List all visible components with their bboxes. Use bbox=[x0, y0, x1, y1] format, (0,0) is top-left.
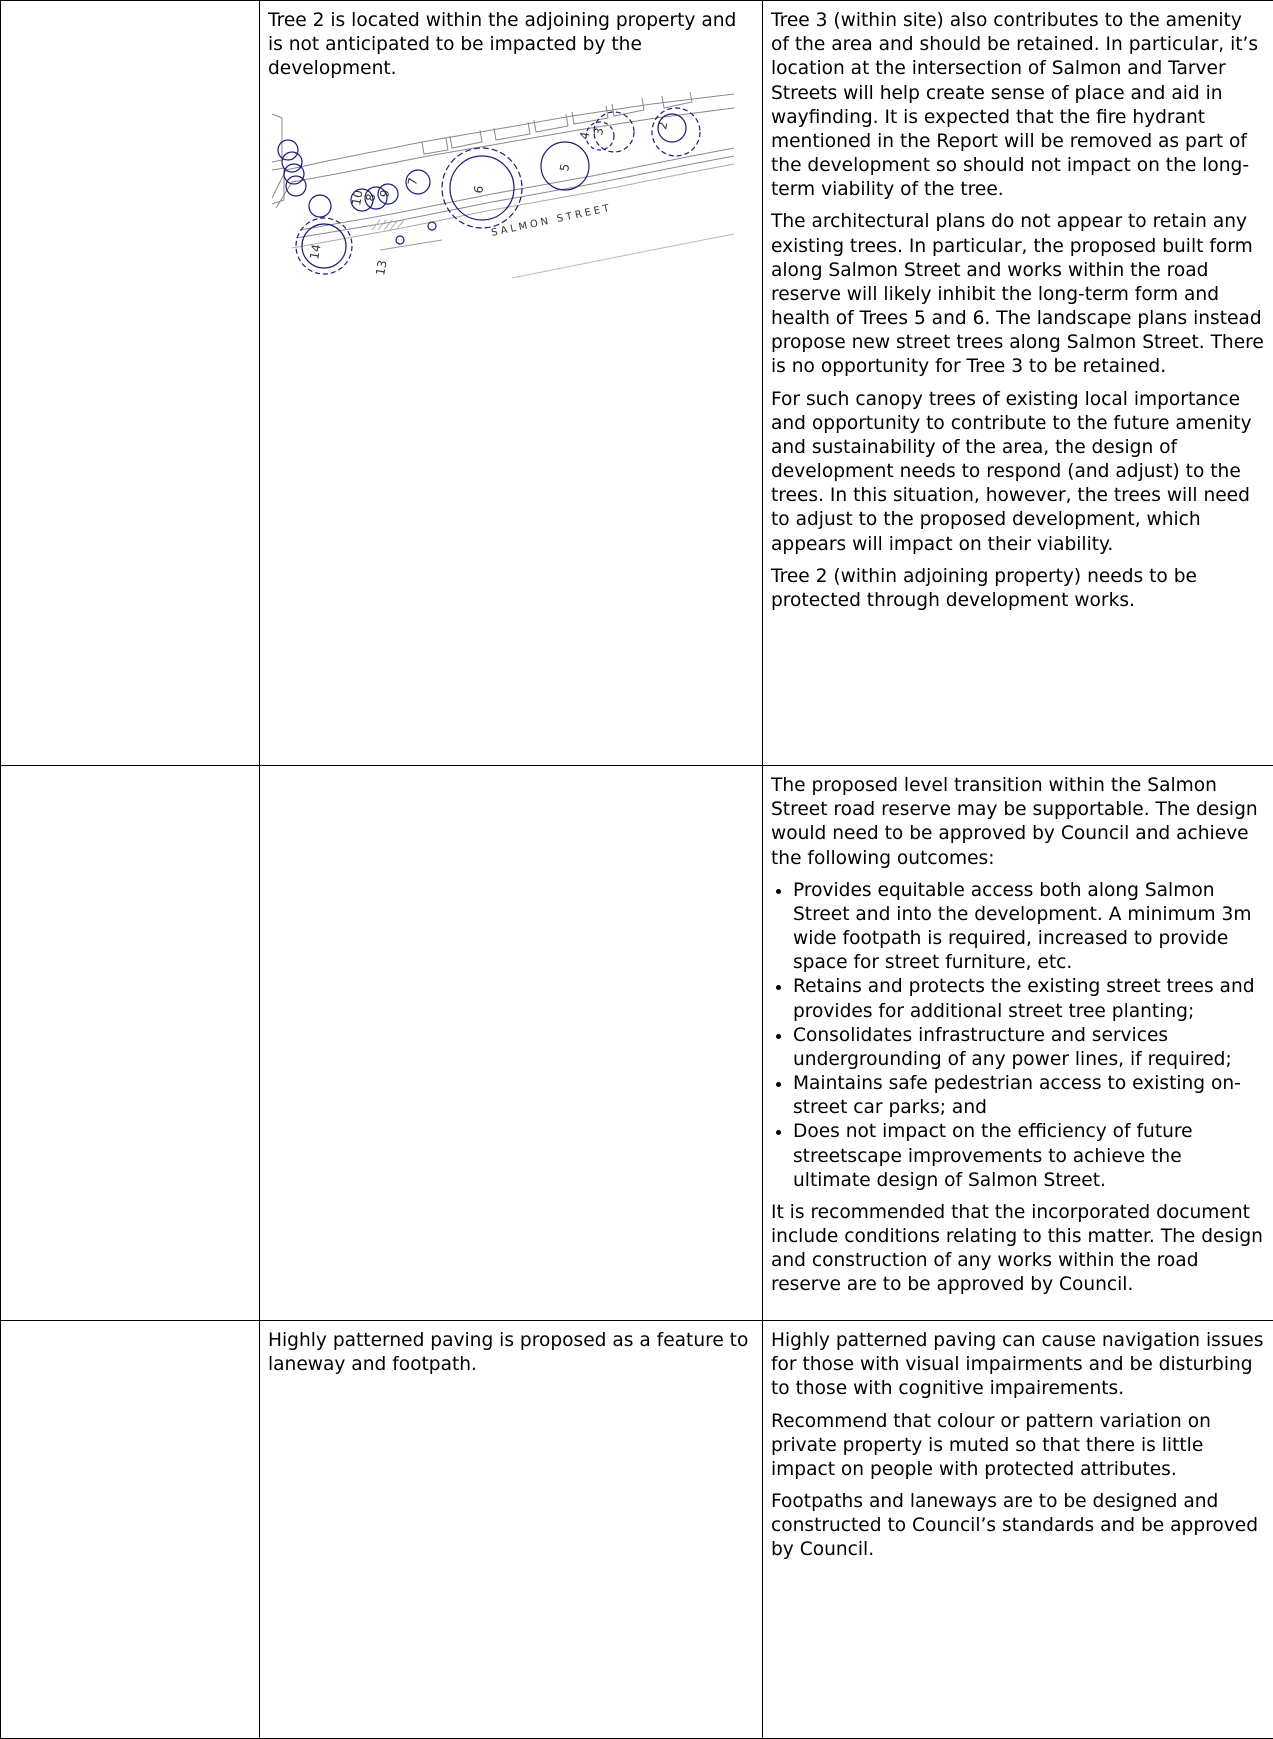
response-paragraph: The architectural plans do not appear to retain any existing trees. In particular, the proposed built form along Salmon Street and works within the road reserve will likely inhibit the long-term form and health of Trees 5 and 6. The landscape plans instead propose new street trees along Salmon Street. There is no opportunity for Tree 3 to be retained. bbox=[771, 210, 1265, 379]
row-heading-cell bbox=[1, 1321, 260, 1739]
outcome-list bbox=[771, 879, 1265, 1193]
proposal-cell bbox=[260, 1321, 763, 1739]
tree-label: 5 bbox=[557, 162, 572, 172]
response-cell bbox=[763, 766, 1273, 1321]
tree-label: 4 bbox=[577, 130, 592, 140]
tree-label: 8 bbox=[363, 192, 378, 202]
proposal-text: Tree 2 is located within the adjoining property and is not anticipated to be impacted by the development. bbox=[268, 9, 754, 82]
proposal-text: Highly patterned paving is proposed as a feature to laneway and footpath. bbox=[268, 1329, 754, 1377]
list-item: • Retains and protects the existing street trees and provides for additional street tree planting; bbox=[793, 975, 1265, 1023]
tree-label: 9 bbox=[377, 188, 392, 198]
row-heading-cell bbox=[1, 766, 260, 1321]
tree-label: 2 bbox=[655, 120, 670, 130]
table-row bbox=[1, 1321, 1273, 1739]
response-paragraph: Highly patterned paving can cause navigation issues for those with visual impairments and be disturbing to those with cognitive impairements. bbox=[771, 1329, 1265, 1402]
table-row bbox=[1, 766, 1273, 1321]
response-paragraph: For such canopy trees of existing local importance and opportunity to contribute to the future amenity and sustainability of the area, the design of development needs to respond (and adjust) to the trees. In this situation, however, the trees will need to adjust to the proposed development, which appears will impact on their viability. bbox=[771, 388, 1265, 557]
response-intro: The proposed level transition within the Salmon Street road reserve may be supportable. The design would need to be approved by Council and achieve the following outcomes: bbox=[771, 774, 1265, 871]
response-paragraph: Footpaths and laneways are to be designed and constructed to Council’s standards and be approved by Council. bbox=[771, 1490, 1265, 1563]
tree-site-plan bbox=[272, 90, 734, 290]
tree-label: 13 bbox=[373, 259, 389, 276]
proposal-cell bbox=[260, 1, 763, 766]
proposal-cell bbox=[260, 766, 763, 1321]
tree-label: 6 bbox=[471, 184, 486, 194]
list-item: • Maintains safe pedestrian access to existing on-street car parks; and bbox=[793, 1072, 1265, 1120]
list-item: • Does not impact on the efficiency of future streetscape improvements to achieve the ultimate design of Salmon Street. bbox=[793, 1120, 1265, 1193]
list-item: • Provides equitable access both along Salmon Street and into the development. A minimum 3m wide footpath is required, increased to provide space for street furniture, etc. bbox=[793, 879, 1265, 976]
response-paragraph: Tree 2 (within adjoining property) needs to be protected through development works. bbox=[771, 565, 1265, 613]
list-item: • Consolidates infrastructure and services undergrounding of any power lines, if required; bbox=[793, 1024, 1265, 1072]
table-row bbox=[1, 1, 1273, 766]
street-label: SALMON STREET bbox=[490, 202, 613, 238]
response-cell bbox=[763, 1321, 1273, 1739]
row-heading-cell bbox=[1, 1, 260, 766]
tree-label: 7 bbox=[405, 176, 420, 186]
tree-label: 3 bbox=[591, 126, 606, 136]
response-cell bbox=[763, 1, 1273, 766]
tree-label: 14 bbox=[307, 243, 323, 260]
response-paragraph: Tree 3 (within site) also contributes to the amenity of the area and should be retained. In particular, it’s location at the intersection of Salmon and Tarver Streets will help create sense of place and aid in wayfinding. It is expected that the fire hydrant mentioned in the Report will be removed as part of the development so should not impact on the long-term viability of the tree. bbox=[771, 9, 1265, 202]
response-closing: It is recommended that the incorporated document include conditions relating to this matter. The design and construction of any works within the road reserve are to be approved by Council. bbox=[771, 1201, 1265, 1298]
response-paragraph: Recommend that colour or pattern variation on private property is muted so that there is little impact on people with protected attributes. bbox=[771, 1410, 1265, 1483]
tree-label: 10 bbox=[349, 189, 365, 206]
